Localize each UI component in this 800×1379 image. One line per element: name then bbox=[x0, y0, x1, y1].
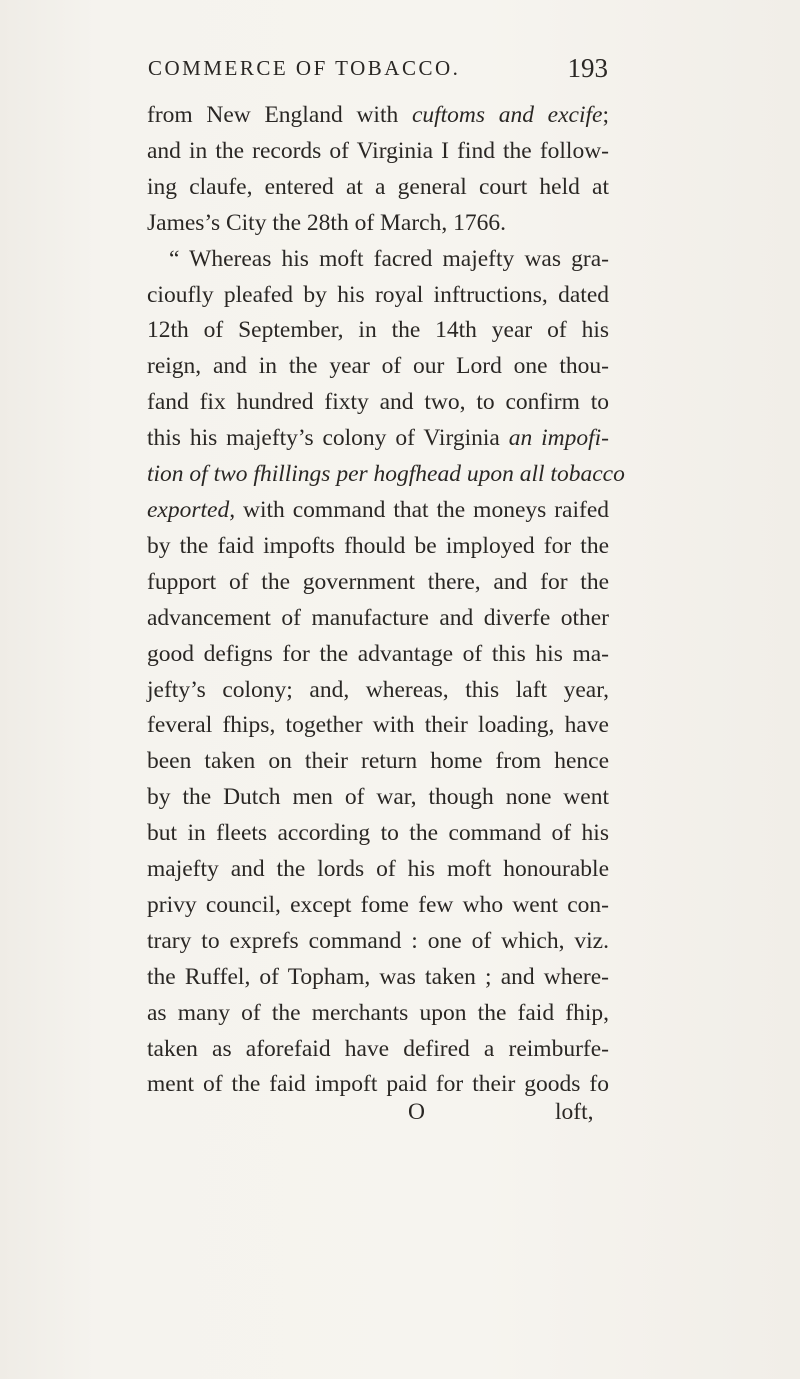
text-line bbox=[147, 601, 609, 637]
text-run: privy council, except fome few who went con- bbox=[147, 891, 609, 918]
text-line bbox=[147, 816, 609, 852]
text-line bbox=[147, 385, 609, 421]
text-line bbox=[147, 313, 609, 349]
text-run: “ Whereas his moft facred majefty was gra- bbox=[169, 245, 609, 272]
text-run: and in the records of Virginia I find the follow- bbox=[147, 137, 609, 164]
text-line bbox=[147, 673, 609, 709]
italic-run: exported, bbox=[147, 496, 236, 523]
text-line bbox=[147, 242, 609, 278]
text-run: but in fleets according to the command of his bbox=[147, 820, 609, 847]
text-line bbox=[147, 421, 609, 457]
text-line bbox=[147, 565, 609, 601]
text-line bbox=[147, 888, 609, 924]
text-run: James’s City the 28th of March, 1766. bbox=[147, 209, 506, 236]
body-text bbox=[147, 98, 625, 1103]
text-line bbox=[147, 98, 609, 134]
italic-run: cuftoms and excife bbox=[411, 102, 603, 128]
text-run: ment of the faid impoft paid for their goods fo bbox=[147, 1071, 609, 1098]
text-line bbox=[147, 134, 609, 170]
text-line bbox=[147, 708, 609, 744]
text-run: the Ruffel, of Topham, was taken ; and where- bbox=[147, 963, 609, 990]
text-line bbox=[147, 493, 609, 529]
catchword: loft, bbox=[555, 1099, 594, 1125]
text-run: reign, and in the year of our Lord one thou- bbox=[147, 353, 609, 380]
text-run: been taken on their return home from hence bbox=[147, 748, 609, 775]
text-line bbox=[147, 170, 609, 206]
text-line bbox=[147, 349, 609, 385]
text-run: fand fix hundred fixty and two, to confirm to bbox=[147, 389, 609, 416]
text-run: by the Dutch men of war, though none went bbox=[147, 784, 609, 811]
text-run: feveral fhips, together with their loading, have bbox=[147, 712, 609, 739]
page-header bbox=[148, 53, 608, 83]
text-line bbox=[147, 1032, 609, 1068]
text-run: fupport of the government there, and for the bbox=[147, 568, 609, 595]
italic-run: tion of two fhillings per hogfhead upon all tobacco bbox=[147, 461, 625, 488]
signature-mark: O bbox=[408, 1099, 425, 1125]
text-line bbox=[147, 780, 609, 816]
text-line bbox=[147, 529, 609, 565]
text-line bbox=[147, 1067, 609, 1103]
text-run: as many of the merchants upon the faid fhip, bbox=[147, 999, 609, 1026]
text-line bbox=[147, 206, 609, 242]
text-run: ; bbox=[602, 102, 609, 128]
italic-run: an impofi- bbox=[508, 425, 609, 452]
text-line bbox=[147, 996, 609, 1032]
text-run: by the faid impofts fhould be imployed for the bbox=[147, 532, 609, 559]
text-line bbox=[147, 457, 625, 493]
text-line bbox=[147, 960, 609, 996]
text-run: taken as aforefaid have defired a reimburfe- bbox=[147, 1035, 609, 1062]
text-line bbox=[147, 744, 609, 780]
text-run: ing claufe, entered at a general court held at bbox=[147, 173, 609, 200]
text-run: this his majefty’s colony of Virginia bbox=[147, 425, 509, 452]
text-run: advancement of manufacture and diverfe other bbox=[147, 604, 609, 631]
text-run: good defigns for the advantage of this his ma- bbox=[147, 640, 609, 667]
text-run: with command that the moneys raifed bbox=[235, 496, 609, 523]
text-run: from New England with bbox=[147, 102, 412, 128]
text-run: trary to exprefs command : one of which, viz. bbox=[147, 927, 609, 954]
text-run: majefty and the lords of his moft honourable bbox=[147, 856, 609, 883]
text-line bbox=[147, 637, 609, 673]
text-line bbox=[147, 924, 609, 960]
page-number: 193 bbox=[567, 53, 608, 83]
text-line bbox=[147, 278, 609, 314]
text-run: 12th of September, in the 14th year of his bbox=[147, 317, 609, 344]
text-run: cioufly pleafed by his royal inftructions, dated bbox=[147, 281, 609, 308]
text-line bbox=[147, 852, 609, 888]
running-head: COMMERCE OF TOBACCO. bbox=[148, 56, 461, 80]
text-run: jefty’s colony; and, whereas, this laft year, bbox=[147, 676, 609, 703]
